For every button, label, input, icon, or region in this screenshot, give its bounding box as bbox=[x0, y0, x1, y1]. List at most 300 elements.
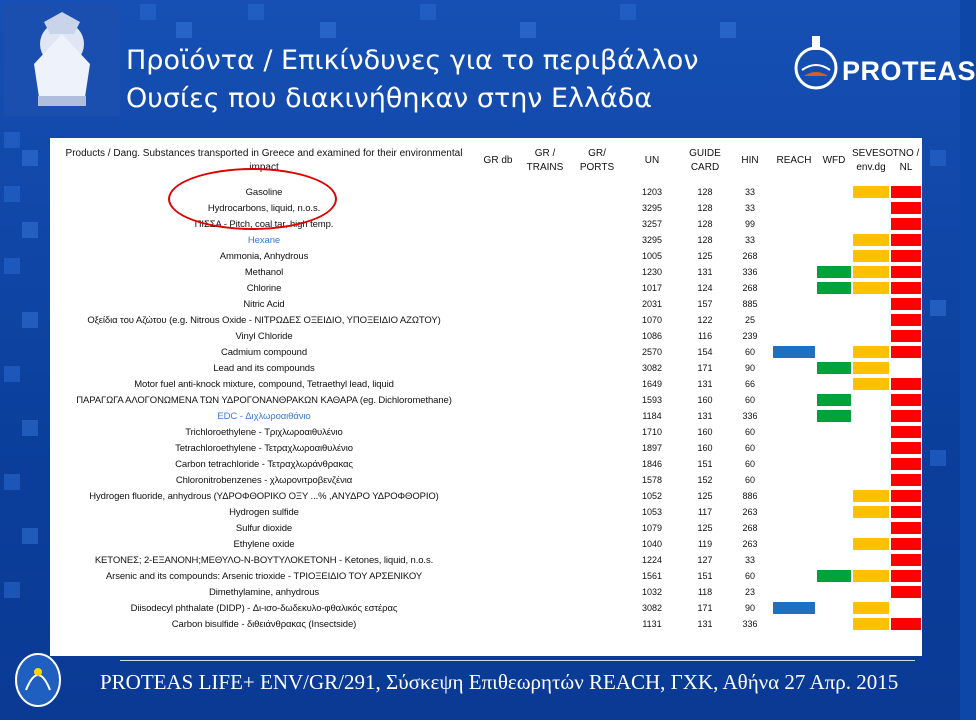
col-header-reach: REACH bbox=[776, 155, 812, 166]
seveso-cell bbox=[852, 296, 890, 312]
seveso-cell bbox=[852, 392, 890, 408]
tno-indicator-red bbox=[891, 266, 921, 278]
tno-indicator-red bbox=[891, 234, 921, 246]
un-cell: 2570 bbox=[641, 347, 663, 357]
tno-indicator-red bbox=[891, 618, 921, 630]
decor-tile bbox=[140, 4, 156, 20]
reach-cell bbox=[772, 264, 816, 280]
tno-cell bbox=[890, 456, 922, 472]
reach-cell bbox=[772, 504, 816, 520]
ports-cell bbox=[572, 424, 622, 440]
decor-tile bbox=[420, 4, 436, 20]
grdb-cell bbox=[478, 264, 518, 280]
table-row bbox=[50, 488, 922, 504]
tno-cell bbox=[890, 360, 922, 376]
col-header-wfd: WFD bbox=[822, 155, 846, 166]
highlight-circle bbox=[168, 168, 337, 230]
guide-cell: 131 bbox=[697, 619, 713, 629]
trains-cell bbox=[518, 616, 572, 632]
seveso-indicator-yellow bbox=[853, 490, 889, 502]
tno-cell bbox=[890, 296, 922, 312]
trains-cell bbox=[518, 488, 572, 504]
trains-cell bbox=[518, 200, 572, 216]
guide-cell: 154 bbox=[697, 347, 713, 357]
seveso-cell bbox=[852, 552, 890, 568]
grdb-cell bbox=[478, 184, 518, 200]
tno-indicator-red bbox=[891, 554, 921, 566]
table-row bbox=[50, 392, 922, 408]
hin-cell: 60 bbox=[744, 427, 755, 437]
reach-cell bbox=[772, 200, 816, 216]
table-body bbox=[50, 184, 922, 632]
table-row bbox=[50, 568, 922, 584]
hin-cell: 336 bbox=[742, 619, 758, 629]
tno-cell bbox=[890, 520, 922, 536]
trains-cell bbox=[518, 456, 572, 472]
ports-cell bbox=[572, 216, 622, 232]
tno-cell bbox=[890, 248, 922, 264]
un-cell: 1224 bbox=[641, 555, 663, 565]
table-row bbox=[50, 424, 922, 440]
hin-cell: 268 bbox=[742, 251, 758, 261]
guide-cell: 160 bbox=[697, 395, 713, 405]
tno-indicator-red bbox=[891, 282, 921, 294]
tno-indicator-red bbox=[891, 330, 921, 342]
un-cell: 1203 bbox=[641, 187, 663, 197]
decor-tile bbox=[4, 582, 20, 598]
seveso-cell bbox=[852, 216, 890, 232]
grdb-cell bbox=[478, 232, 518, 248]
university-logo bbox=[4, 4, 120, 116]
guide-cell: 131 bbox=[697, 267, 713, 277]
grdb-cell bbox=[478, 456, 518, 472]
ports-cell bbox=[572, 600, 622, 616]
table-row bbox=[50, 344, 922, 360]
guide-cell: 151 bbox=[697, 459, 713, 469]
decor-tile bbox=[22, 312, 38, 328]
table-row bbox=[50, 280, 922, 296]
guide-cell: 128 bbox=[697, 203, 713, 213]
grdb-cell bbox=[478, 392, 518, 408]
ports-cell bbox=[572, 328, 622, 344]
grdb-cell bbox=[478, 328, 518, 344]
wfd-cell bbox=[816, 616, 852, 632]
wfd-cell bbox=[816, 296, 852, 312]
tno-cell bbox=[890, 504, 922, 520]
wfd-cell bbox=[816, 504, 852, 520]
un-cell: 1230 bbox=[641, 267, 663, 277]
hin-cell: 263 bbox=[742, 507, 758, 517]
substance-name: Chloronitrobenzenes - χλωρονιτροβενζένια bbox=[175, 474, 353, 486]
decor-tile bbox=[520, 22, 536, 38]
table-row bbox=[50, 472, 922, 488]
seveso-indicator-yellow bbox=[853, 506, 889, 518]
tno-cell bbox=[890, 472, 922, 488]
seveso-indicator-yellow bbox=[853, 186, 889, 198]
grdb-cell bbox=[478, 280, 518, 296]
guide-cell: 151 bbox=[697, 571, 713, 581]
hin-cell: 60 bbox=[744, 395, 755, 405]
table-row bbox=[50, 520, 922, 536]
col-header-tno: TNO / NL bbox=[892, 148, 920, 173]
ports-cell bbox=[572, 504, 622, 520]
hin-cell: 33 bbox=[744, 203, 755, 213]
substance-name: Vinyl Chloride bbox=[235, 330, 293, 342]
un-cell: 1846 bbox=[641, 459, 663, 469]
tno-cell bbox=[890, 424, 922, 440]
hin-cell: 268 bbox=[742, 283, 758, 293]
reach-indicator-blue bbox=[773, 602, 815, 614]
substance-name: EDC - Διχλωροαιθάνιο bbox=[217, 410, 311, 422]
prometheus-emblem-icon bbox=[4, 4, 120, 116]
guide-cell: 171 bbox=[697, 363, 713, 373]
hin-cell: 60 bbox=[744, 459, 755, 469]
seveso-cell bbox=[852, 472, 890, 488]
tno-cell bbox=[890, 232, 922, 248]
trains-cell bbox=[518, 536, 572, 552]
hin-cell: 336 bbox=[742, 267, 758, 277]
slide-title: Προϊόντα / Επικίνδυνες για το περιβάλλον Ουσίες που διακινήθηκαν στην Ελλάδα bbox=[126, 45, 699, 114]
wfd-indicator-green bbox=[817, 570, 851, 582]
substance-name: ΠΑΡΑΓΩΓΑ ΑΛΟΓΟΝΩΜΕΝΑ ΤΩΝ ΥΔΡΟΓΟΝΑΝΘΡΑΚΩΝ ΚΑΘΑΡΑ (eg. Dichloromethane) bbox=[76, 394, 452, 406]
table-row bbox=[50, 312, 922, 328]
decor-tile bbox=[4, 186, 20, 202]
tno-cell bbox=[890, 616, 922, 632]
ports-cell bbox=[572, 568, 622, 584]
ports-cell bbox=[572, 296, 622, 312]
guide-cell: 125 bbox=[697, 491, 713, 501]
ports-cell bbox=[572, 488, 622, 504]
trains-cell bbox=[518, 472, 572, 488]
seveso-indicator-yellow bbox=[853, 250, 889, 262]
trains-cell bbox=[518, 280, 572, 296]
trains-cell bbox=[518, 424, 572, 440]
grdb-cell bbox=[478, 424, 518, 440]
guide-cell: 160 bbox=[697, 443, 713, 453]
reach-cell bbox=[772, 424, 816, 440]
guide-cell: 128 bbox=[697, 219, 713, 229]
guide-cell: 128 bbox=[697, 187, 713, 197]
wfd-indicator-green bbox=[817, 410, 851, 422]
wfd-cell bbox=[816, 600, 852, 616]
grdb-cell bbox=[478, 344, 518, 360]
trains-cell bbox=[518, 440, 572, 456]
col-header-grdb: GR db bbox=[483, 155, 513, 166]
grdb-cell bbox=[478, 296, 518, 312]
grdb-cell bbox=[478, 568, 518, 584]
hin-cell: 66 bbox=[744, 379, 755, 389]
reach-cell bbox=[772, 616, 816, 632]
tno-cell bbox=[890, 568, 922, 584]
seveso-cell bbox=[852, 616, 890, 632]
wfd-cell bbox=[816, 584, 852, 600]
seveso-cell bbox=[852, 280, 890, 296]
wfd-cell bbox=[816, 184, 852, 200]
guide-cell: 131 bbox=[697, 411, 713, 421]
reach-cell bbox=[772, 296, 816, 312]
grdb-cell bbox=[478, 520, 518, 536]
guide-cell: 117 bbox=[697, 507, 713, 517]
tno-indicator-red bbox=[891, 346, 921, 358]
wfd-cell bbox=[816, 312, 852, 328]
reach-cell bbox=[772, 488, 816, 504]
grdb-cell bbox=[478, 216, 518, 232]
un-cell: 1070 bbox=[641, 315, 663, 325]
wfd-cell bbox=[816, 392, 852, 408]
seveso-cell bbox=[852, 248, 890, 264]
seveso-indicator-yellow bbox=[853, 378, 889, 390]
seveso-cell bbox=[852, 264, 890, 280]
table-row bbox=[50, 248, 922, 264]
table-row bbox=[50, 584, 922, 600]
substance-name: ΠΙΣΣΑ - Pitch, coal tar, high temp. bbox=[194, 218, 334, 230]
substance-name: Sulfur dioxide bbox=[235, 522, 293, 534]
grdb-cell bbox=[478, 488, 518, 504]
tno-indicator-red bbox=[891, 426, 921, 438]
reach-cell bbox=[772, 584, 816, 600]
decor-tile bbox=[930, 300, 946, 316]
hin-cell: 60 bbox=[744, 347, 755, 357]
seveso-indicator-yellow bbox=[853, 602, 889, 614]
guide-cell: 119 bbox=[697, 539, 713, 549]
reach-cell bbox=[772, 600, 816, 616]
wfd-indicator-green bbox=[817, 394, 851, 406]
reach-cell bbox=[772, 472, 816, 488]
wfd-cell bbox=[816, 488, 852, 504]
guide-cell: 116 bbox=[697, 331, 713, 341]
substance-name: Diisodecyl phthalate (DIDP) - Δι-ισο-δωδεκυλο-φθαλικός εστέρας bbox=[130, 602, 398, 614]
substance-name: Hydrocarbons, liquid, n.o.s. bbox=[207, 202, 321, 214]
seveso-indicator-yellow bbox=[853, 282, 889, 294]
un-cell: 3295 bbox=[641, 235, 663, 245]
hin-cell: 60 bbox=[744, 443, 755, 453]
proteas-brand-text: PROTEAS bbox=[842, 56, 976, 86]
hin-cell: 336 bbox=[742, 411, 758, 421]
grdb-cell bbox=[478, 248, 518, 264]
tno-cell bbox=[890, 408, 922, 424]
guide-cell: 124 bbox=[697, 283, 713, 293]
col-header-guide: GUIDE CARD bbox=[689, 148, 721, 173]
col-header-products: Products / Dang. Substances transported in Greece and examined for their environmental impact bbox=[65, 148, 463, 173]
wfd-cell bbox=[816, 440, 852, 456]
ports-cell bbox=[572, 536, 622, 552]
substance-name: Trichloroethylene - Τριχλωροαιθυλένιο bbox=[185, 426, 343, 438]
un-cell: 1649 bbox=[641, 379, 663, 389]
trains-cell bbox=[518, 504, 572, 520]
grdb-cell bbox=[478, 552, 518, 568]
ports-cell bbox=[572, 248, 622, 264]
ports-cell bbox=[572, 344, 622, 360]
trains-cell bbox=[518, 344, 572, 360]
trains-cell bbox=[518, 232, 572, 248]
trains-cell bbox=[518, 392, 572, 408]
reach-cell bbox=[772, 328, 816, 344]
wfd-cell bbox=[816, 264, 852, 280]
wfd-cell bbox=[816, 216, 852, 232]
wfd-cell bbox=[816, 472, 852, 488]
un-cell: 3082 bbox=[641, 603, 663, 613]
guide-cell: 122 bbox=[697, 315, 713, 325]
col-header-seveso: SEVESO env.dg bbox=[852, 148, 894, 173]
reach-cell bbox=[772, 536, 816, 552]
un-cell: 1710 bbox=[641, 427, 663, 437]
un-cell: 1079 bbox=[641, 523, 663, 533]
seveso-indicator-yellow bbox=[853, 362, 889, 374]
reach-cell bbox=[772, 280, 816, 296]
un-cell: 1052 bbox=[641, 491, 663, 501]
wfd-cell bbox=[816, 408, 852, 424]
substance-name: Hydrogen fluoride, anhydrous (ΥΔΡΟΦΘΟΡΙΚΟ ΟΞΥ ...% ,ΑΝΥΔΡΟ ΥΔΡΟΦΘΟΡΙΟ) bbox=[89, 490, 439, 502]
decor-tile bbox=[22, 222, 38, 238]
substance-name: Carbon bisulfide - διθειάνθρακας (Insectside) bbox=[171, 618, 357, 630]
table-row bbox=[50, 408, 922, 424]
tno-cell bbox=[890, 376, 922, 392]
table-row bbox=[50, 376, 922, 392]
reach-cell bbox=[772, 552, 816, 568]
decor-tile bbox=[4, 132, 20, 148]
seveso-indicator-yellow bbox=[853, 266, 889, 278]
substance-name: ΚΕΤΟΝΕΣ; 2-ΕΞΑΝΟΝΗ;ΜΕΘΥΛΟ-Ν-ΒΟΥΤΥΛΟΚΕΤΟΝΗ - Ketones, liquid, n.o.s. bbox=[94, 554, 434, 566]
hin-cell: 23 bbox=[744, 587, 755, 597]
un-cell: 1032 bbox=[641, 587, 663, 597]
tno-cell bbox=[890, 216, 922, 232]
ports-cell bbox=[572, 312, 622, 328]
tno-cell bbox=[890, 264, 922, 280]
trains-cell bbox=[518, 264, 572, 280]
seveso-cell bbox=[852, 232, 890, 248]
un-cell: 2031 bbox=[641, 299, 663, 309]
reach-indicator-blue bbox=[773, 346, 815, 358]
hin-cell: 90 bbox=[744, 603, 755, 613]
wfd-cell bbox=[816, 536, 852, 552]
substance-name: Dimethylamine, anhydrous bbox=[208, 586, 320, 598]
tno-indicator-red bbox=[891, 586, 921, 598]
un-cell: 3257 bbox=[641, 219, 663, 229]
tno-cell bbox=[890, 536, 922, 552]
decor-tile bbox=[176, 22, 192, 38]
tno-cell bbox=[890, 344, 922, 360]
tno-indicator-red bbox=[891, 378, 921, 390]
hin-cell: 885 bbox=[742, 299, 758, 309]
ports-cell bbox=[572, 232, 622, 248]
substance-name: Hexane bbox=[247, 234, 281, 246]
substance-name: Nitric Acid bbox=[243, 298, 285, 310]
reach-cell bbox=[772, 216, 816, 232]
tno-cell bbox=[890, 184, 922, 200]
wfd-indicator-green bbox=[817, 282, 851, 294]
ports-cell bbox=[572, 552, 622, 568]
table-row bbox=[50, 296, 922, 312]
tno-cell bbox=[890, 392, 922, 408]
hin-cell: 33 bbox=[744, 187, 755, 197]
seveso-cell bbox=[852, 200, 890, 216]
seveso-cell bbox=[852, 184, 890, 200]
substance-name: Hydrogen sulfide bbox=[229, 506, 299, 518]
substance-name: Ammonia, Anhydrous bbox=[219, 250, 309, 262]
un-cell: 1593 bbox=[641, 395, 663, 405]
wfd-cell bbox=[816, 552, 852, 568]
guide-cell: 152 bbox=[697, 475, 713, 485]
trains-cell bbox=[518, 584, 572, 600]
hin-cell: 60 bbox=[744, 571, 755, 581]
table-row bbox=[50, 536, 922, 552]
seveso-cell bbox=[852, 328, 890, 344]
wfd-cell bbox=[816, 520, 852, 536]
grdb-cell bbox=[478, 536, 518, 552]
ports-cell bbox=[572, 584, 622, 600]
trains-cell bbox=[518, 248, 572, 264]
tno-indicator-red bbox=[891, 458, 921, 470]
trains-cell bbox=[518, 360, 572, 376]
table-row bbox=[50, 600, 922, 616]
tno-indicator-red bbox=[891, 202, 921, 214]
col-header-hin: HIN bbox=[741, 155, 759, 166]
tno-indicator-red bbox=[891, 314, 921, 326]
tno-indicator-red bbox=[891, 442, 921, 454]
table-row bbox=[50, 328, 922, 344]
reach-cell bbox=[772, 568, 816, 584]
reach-cell bbox=[772, 440, 816, 456]
table-header-row bbox=[50, 138, 922, 184]
un-cell: 1897 bbox=[641, 443, 663, 453]
ports-cell bbox=[572, 616, 622, 632]
tno-indicator-red bbox=[891, 218, 921, 230]
table-row bbox=[50, 216, 922, 232]
ports-cell bbox=[572, 408, 622, 424]
seveso-cell bbox=[852, 584, 890, 600]
reach-cell bbox=[772, 392, 816, 408]
grdb-cell bbox=[478, 440, 518, 456]
trains-cell bbox=[518, 600, 572, 616]
seveso-indicator-yellow bbox=[853, 570, 889, 582]
reach-cell bbox=[772, 520, 816, 536]
grdb-cell bbox=[478, 376, 518, 392]
ports-cell bbox=[572, 392, 622, 408]
tno-cell bbox=[890, 584, 922, 600]
table-row bbox=[50, 232, 922, 248]
hin-cell: 239 bbox=[742, 331, 758, 341]
hin-cell: 886 bbox=[742, 491, 758, 501]
reach-cell bbox=[772, 248, 816, 264]
tno-indicator-red bbox=[891, 522, 921, 534]
tno-indicator-red bbox=[891, 538, 921, 550]
table-row bbox=[50, 264, 922, 280]
reach-cell bbox=[772, 360, 816, 376]
wfd-cell bbox=[816, 200, 852, 216]
trains-cell bbox=[518, 376, 572, 392]
substance-name: Οξείδια του Αζώτου (e.g. Nitrous Oxide - ΝΙΤΡΩΔΕΣ ΟΞΕΙΔΙΟ, ΥΠΟΞΕΙΔΙΟ ΑΖΩΤΟΥ) bbox=[87, 314, 441, 326]
guide-cell: 171 bbox=[697, 603, 713, 613]
seveso-cell bbox=[852, 440, 890, 456]
hin-cell: 33 bbox=[744, 235, 755, 245]
guide-cell: 125 bbox=[697, 251, 713, 261]
col-header-ports: GR/ PORTS bbox=[579, 148, 615, 173]
hin-cell: 60 bbox=[744, 475, 755, 485]
tno-cell bbox=[890, 312, 922, 328]
guide-cell: 160 bbox=[697, 427, 713, 437]
seveso-cell bbox=[852, 488, 890, 504]
seveso-indicator-yellow bbox=[853, 234, 889, 246]
col-header-trains: GR / TRAINS bbox=[526, 148, 564, 173]
un-cell: 1005 bbox=[641, 251, 663, 261]
hin-cell: 268 bbox=[742, 523, 758, 533]
grdb-cell bbox=[478, 584, 518, 600]
hin-cell: 25 bbox=[744, 315, 755, 325]
wfd-cell bbox=[816, 568, 852, 584]
reach-cell bbox=[772, 456, 816, 472]
seveso-cell bbox=[852, 520, 890, 536]
tno-cell bbox=[890, 328, 922, 344]
